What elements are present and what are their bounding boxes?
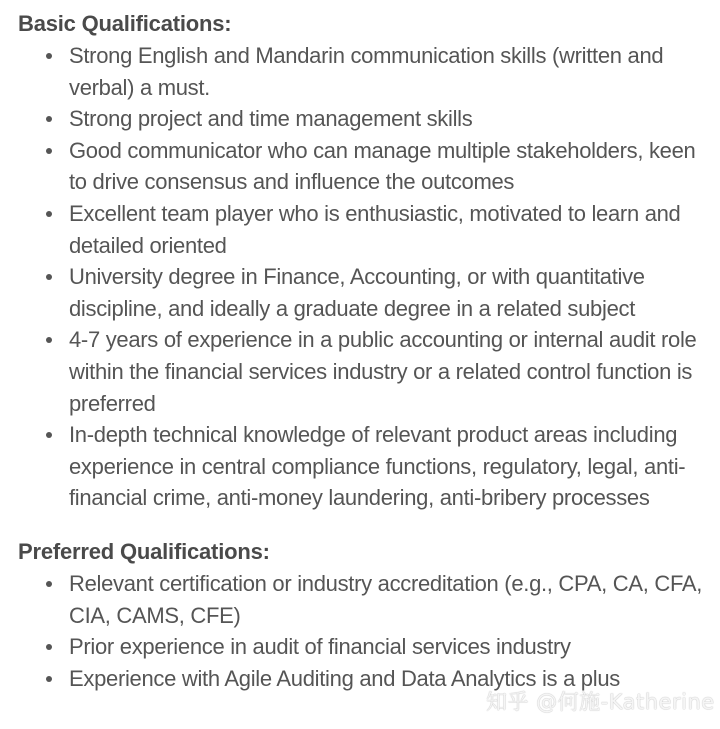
list-item: University degree in Finance, Accounting, or with quantitative discipline, and ideally a graduate degree in a related subject [69, 261, 714, 324]
bullet-icon [46, 274, 52, 280]
bullet-icon [46, 116, 52, 122]
bullet-icon [46, 432, 52, 438]
bullet-icon [46, 644, 52, 650]
bullet-icon [46, 337, 52, 343]
list-item: Prior experience in audit of financial services industry [69, 631, 714, 663]
section-heading: Basic Qualifications: [18, 11, 232, 36]
bullet-icon [46, 53, 52, 59]
list-item: 4-7 years of experience in a public accounting or internal audit role within the financial services industry or a related control function is preferred [69, 324, 714, 419]
list-item: Good communicator who can manage multiple stakeholders, keen to drive consensus and influence the outcomes [69, 135, 714, 198]
list-item: Experience with Agile Auditing and Data Analytics is a plus [69, 663, 714, 695]
list-item: Excellent team player who is enthusiastic, motivated to learn and detailed oriented [69, 198, 714, 261]
list-item: Strong English and Mandarin communication skills (written and verbal) a must. [69, 40, 714, 103]
bullet-icon [46, 676, 52, 682]
list-item: In-depth technical knowledge of relevant product areas including experience in central compliance functions, regulatory, legal, anti-financial crime, anti-money laundering, anti-bribery processes [69, 419, 714, 514]
bullet-icon [46, 148, 52, 154]
bullet-icon [46, 581, 52, 587]
preferred-qualifications-section [18, 536, 714, 694]
watermark: 知乎 @何施-Katherine [486, 690, 715, 714]
section-heading: Preferred Qualifications: [18, 538, 270, 564]
list-item: Relevant certification or industry accreditation (e.g., CPA, CA, CFA, CIA, CAMS, CFE) [69, 568, 714, 631]
list-item: Strong project and time management skills [69, 103, 714, 135]
basic-qualifications-section [18, 8, 714, 514]
bullet-list [18, 40, 714, 514]
bullet-list [18, 568, 714, 694]
qualifications-document [18, 8, 714, 694]
bullet-icon [46, 211, 52, 217]
